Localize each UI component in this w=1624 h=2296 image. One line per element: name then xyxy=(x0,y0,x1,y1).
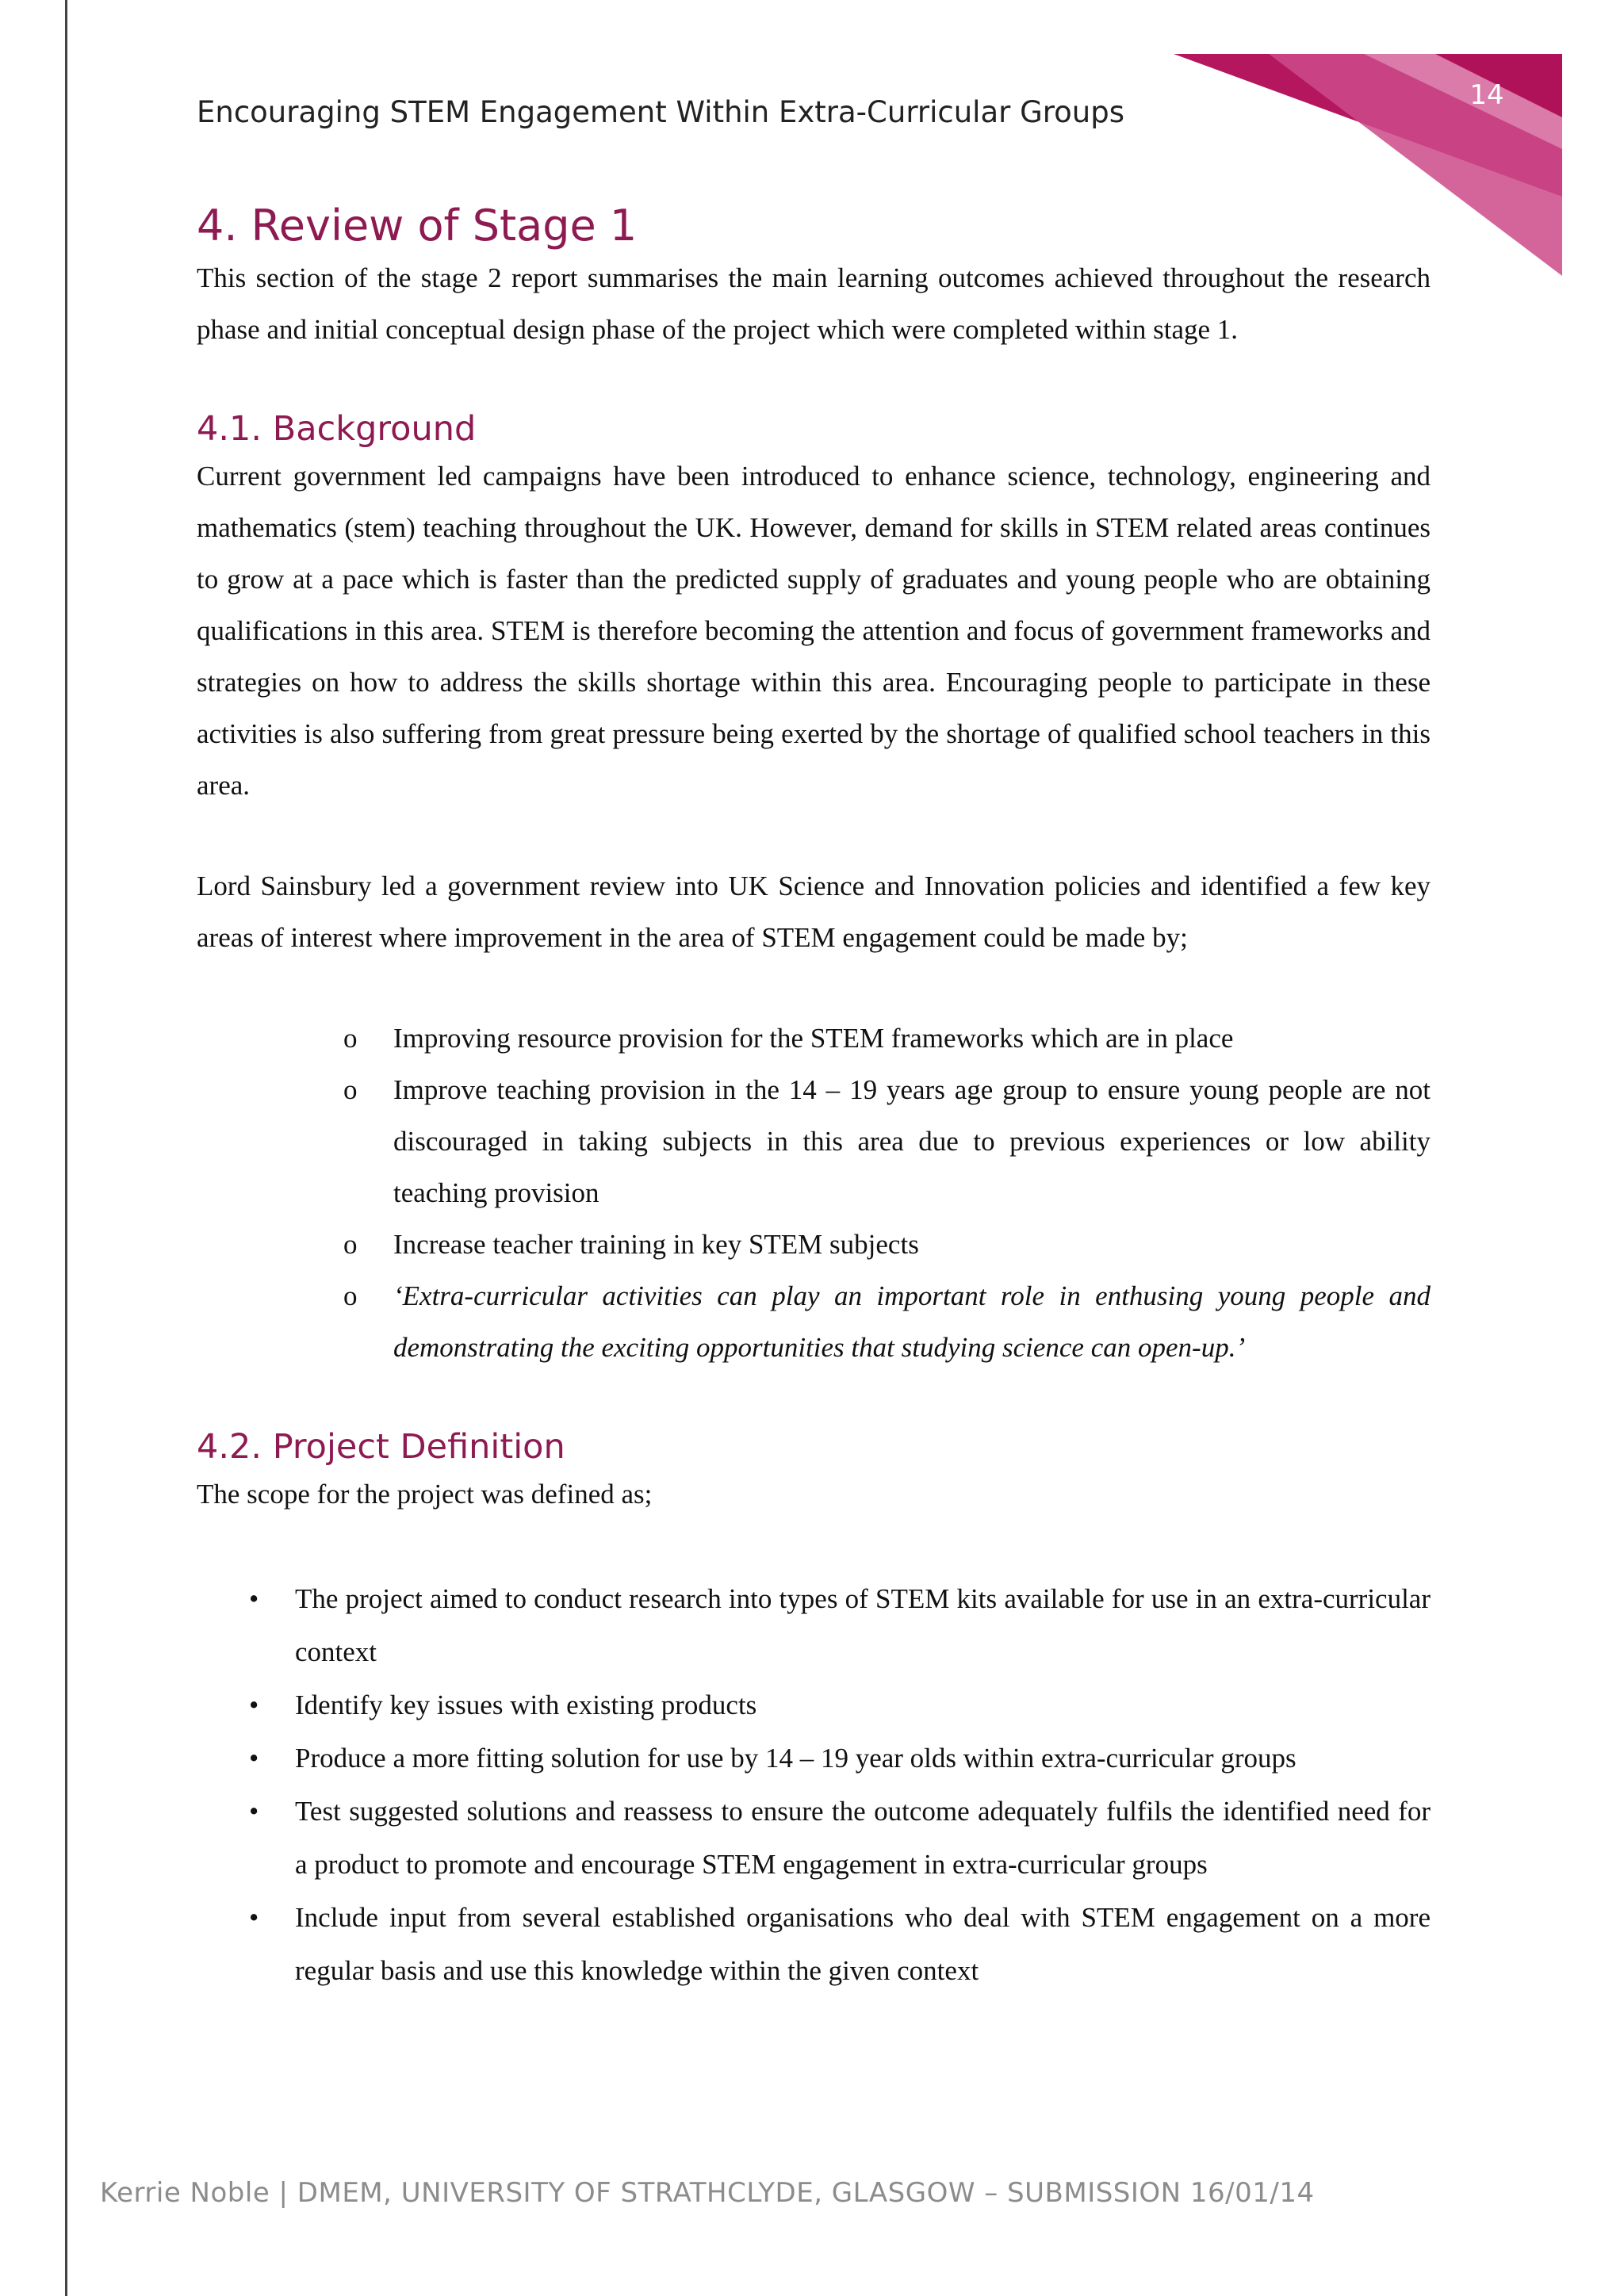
disc-bullet-icon: • xyxy=(249,1902,259,1933)
running-header-title: Encouraging STEM Engagement Within Extra-Curricular Groups xyxy=(197,95,1125,129)
page-footer: Kerrie Noble | DMEM, UNIVERSITY OF STRATHCLYDE, GLASGOW – SUBMISSION 16/01/14 xyxy=(100,2177,1315,2209)
disc-bullet-icon: • xyxy=(249,1689,259,1720)
list-item: • Test suggested solutions and reassess to ensure the outcome adequately fulfils the identified need for a product to promote and encourage STEM engagement in extra-curricular groups xyxy=(197,1785,1431,1891)
left-margin-rule xyxy=(65,0,67,2296)
page-number: 14 xyxy=(1469,79,1504,111)
list-item: • Identify key issues with existing products xyxy=(197,1678,1431,1732)
list-item: o Improve teaching provision in the 14 – 19 years age group to ensure young people are not discouraged in taking subjects in this area due to previous experiences or low ability teaching provision xyxy=(197,1064,1431,1219)
section-intro: This section of the stage 2 report summarises the main learning outcomes achieved throughout the research phase and initial conceptual design phase of the project which were completed within stage 1. xyxy=(197,262,1431,345)
list-item: o Improving resource provision for the STEM frameworks which are in place xyxy=(197,1012,1431,1064)
list-item: • Produce a more fitting solution for use by 14 – 19 year olds within extra-curricular groups xyxy=(197,1732,1431,1785)
circle-bullet-icon: o xyxy=(343,1229,358,1260)
background-paragraph-2: Lord Sainsbury led a government review into UK Science and Innovation policies and identified a few key areas of interest where improvement in the area of STEM engagement could be made by; xyxy=(197,871,1431,953)
sainsbury-quote: ‘Extra-curricular activities can play an important role in enthusing young people and demonstrating the exciting opportunities that studying science can open-up.’ xyxy=(393,1280,1431,1363)
project-scope-list xyxy=(197,1572,1431,1997)
list-item: • The project aimed to conduct research into types of STEM kits available for use in an extra-curricular context xyxy=(197,1572,1431,1678)
list-item: o Increase teacher training in key STEM subjects xyxy=(197,1219,1431,1270)
background-paragraph-1: Current government led campaigns have been introduced to enhance science, technology, engineering and mathematics (stem) teaching throughout the UK. However, demand for skills in STEM related areas continues to grow at a pace which is faster than the predicted supply of graduates and young people who are obtaining qualifications in this area. STEM is therefore becoming the attention and focus of government frameworks and strategies on how to address the skills shortage within this area. Encouraging people to participate in these activities is also suffering from great pressure being exerted by the shortage of qualified school teachers in this area. xyxy=(197,461,1431,801)
background-heading: 4.1. Background xyxy=(197,409,477,449)
section-title: 4. Review of Stage 1 xyxy=(197,201,638,251)
disc-bullet-icon: • xyxy=(249,1796,259,1827)
circle-bullet-icon: o xyxy=(343,1074,358,1105)
project-definition-heading: 4.2. Project Definition xyxy=(197,1427,565,1467)
disc-bullet-icon: • xyxy=(249,1743,259,1774)
circle-bullet-icon: o xyxy=(343,1280,358,1311)
list-item: • Include input from several established organisations who deal with STEM engagement on a more regular basis and use this knowledge within the given context xyxy=(197,1891,1431,1997)
sainsbury-recommendations-list xyxy=(197,1012,1431,1373)
circle-bullet-icon: o xyxy=(343,1023,358,1054)
list-item xyxy=(197,1270,1431,1373)
page-content xyxy=(197,200,1431,1997)
project-definition-intro: The scope for the project was defined as; xyxy=(197,1479,653,1510)
disc-bullet-icon: • xyxy=(249,1583,259,1614)
